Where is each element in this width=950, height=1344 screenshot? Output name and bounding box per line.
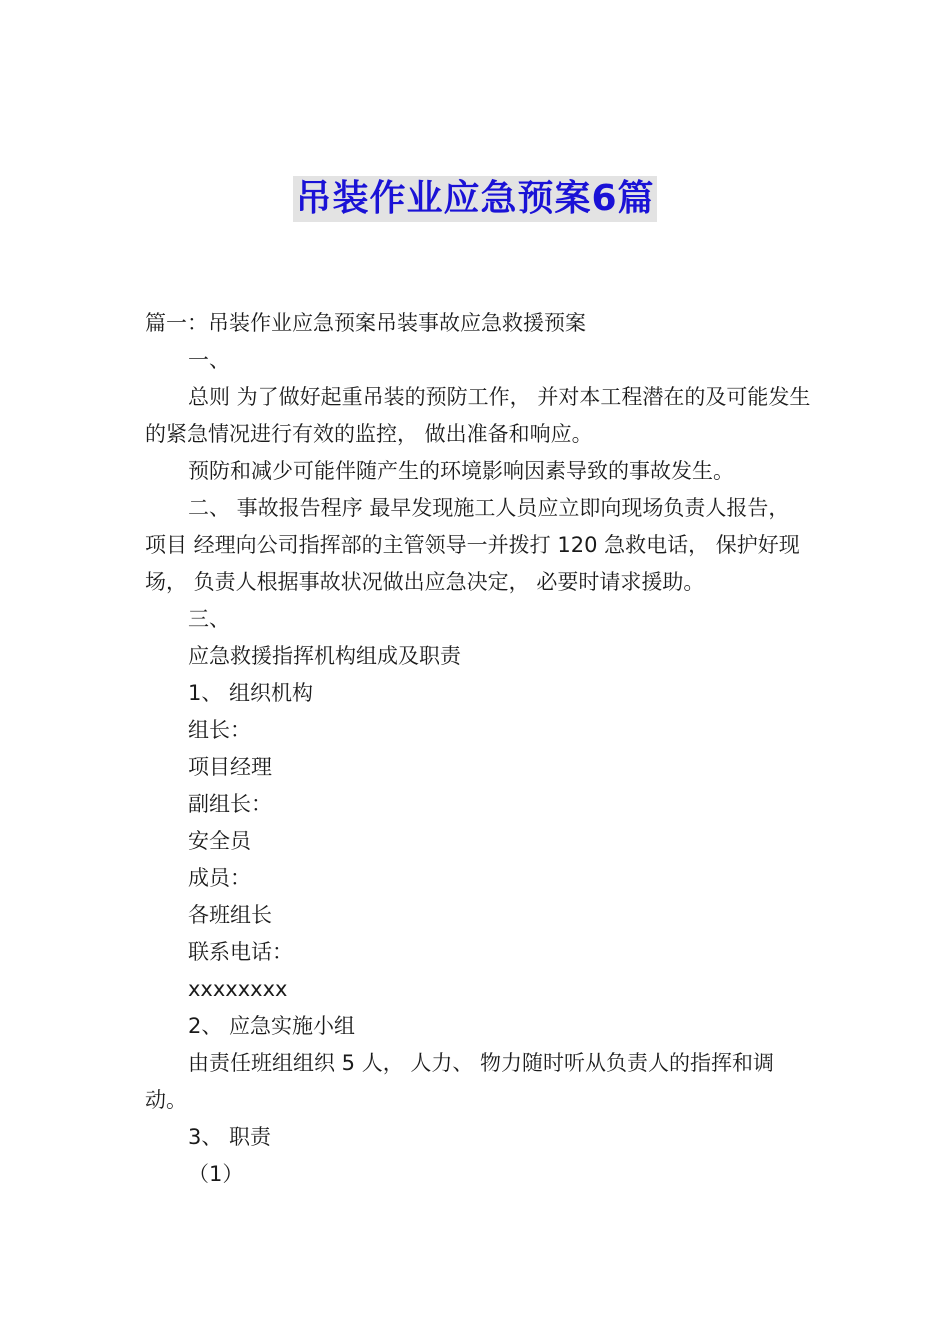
section-number: 三、 — [188, 607, 230, 631]
document-body — [145, 305, 815, 1193]
list-line: 项目经理 — [188, 755, 272, 779]
paragraph-heading: 篇一：吊装作业应急预案吊装事故应急救援预案 — [145, 311, 586, 335]
title-container — [0, 176, 950, 222]
list-line: xxxxxxxx — [188, 977, 288, 1001]
list-line: 副组长： — [188, 792, 272, 816]
section-heading: 应急救援指挥机构组成及职责 — [188, 644, 461, 668]
list-line: 组长： — [188, 718, 251, 742]
list-line: 安全员 — [188, 829, 251, 853]
list-line: 成员： — [188, 866, 251, 890]
document-title: 吊装作业应急预案6篇 — [293, 176, 656, 222]
paragraph: 总则 为了做好起重吊装的预防工作， 并对本工程潜在的及可能发生的紧急情况进行有效的监控， 做出准备和响应。 — [145, 385, 811, 446]
paragraph: 由责任班组组织 5 人， 人力、 物力随时听从负责人的指挥和调动。 — [145, 1051, 775, 1112]
subsection-heading: 1、 组织机构 — [188, 681, 314, 705]
subsection-heading: 3、 职责 — [188, 1125, 272, 1149]
list-line: 联系电话： — [188, 940, 293, 964]
subsection-heading: 2、 应急实施小组 — [188, 1014, 356, 1038]
section-number: 一、 — [188, 348, 230, 372]
list-line: （1） — [188, 1162, 244, 1186]
paragraph: 二、 事故报告程序 最早发现施工人员应立即向现场负责人报告， 项目 经理向公司指挥部的主管领导一并拨打 120 急救电话， 保护好现场， 负责人根据事故状况做出应急决定， 必要时请求援助。 — [145, 496, 800, 594]
list-line: 各班组长 — [188, 903, 272, 927]
paragraph: 预防和减少可能伴随产生的环境影响因素导致的事故发生。 — [188, 459, 734, 483]
